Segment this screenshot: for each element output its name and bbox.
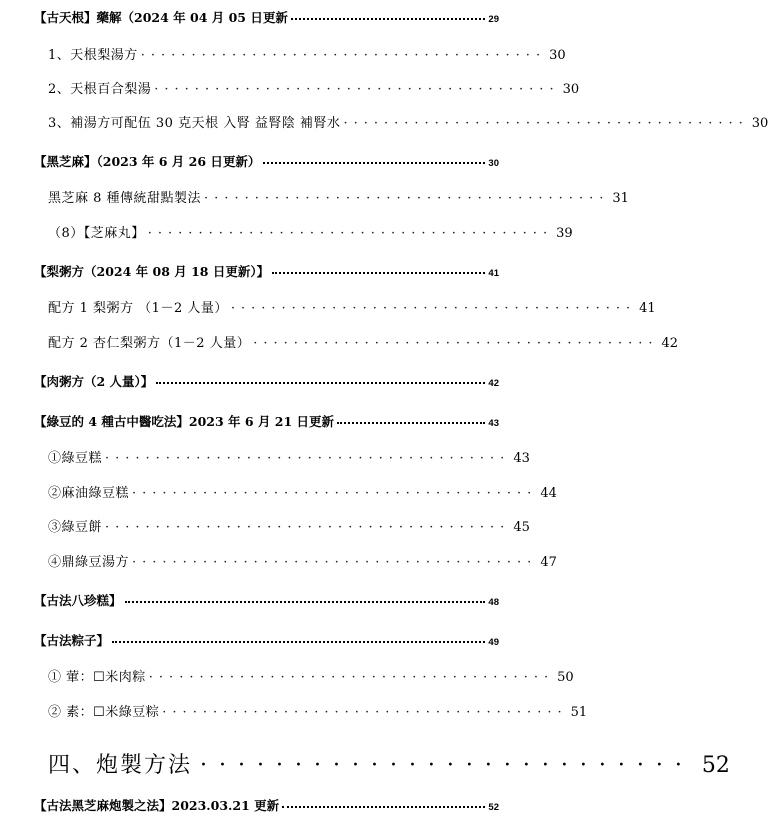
toc-page-number: 44	[540, 486, 557, 501]
toc-entry[interactable]	[48, 222, 573, 241]
toc-page-number: 42	[661, 336, 679, 351]
toc-entry-title: ③綠豆餅	[48, 520, 103, 535]
toc-page-number: 30	[562, 82, 580, 97]
toc-entry-title: ④鼎綠豆湯方	[48, 555, 130, 570]
toc-entry[interactable]	[34, 591, 499, 609]
toc-leader	[112, 641, 485, 643]
toc-entry[interactable]	[34, 372, 499, 390]
toc-leader: ········································	[204, 191, 610, 206]
toc-leader: ········································	[140, 48, 547, 63]
toc-page-number: 43	[513, 451, 530, 466]
toc-entry[interactable]	[34, 796, 499, 814]
toc-page-number: 30	[488, 158, 499, 169]
toc-entry[interactable]	[48, 551, 557, 570]
toc-page-number: 45	[513, 520, 530, 535]
toc-leader	[282, 806, 485, 808]
toc-page-number: 39	[556, 226, 573, 241]
toc-chapter-title: 四、炮製方法	[48, 753, 193, 778]
toc-leader: ········································	[253, 336, 659, 351]
toc-leader	[125, 601, 486, 603]
toc-entry[interactable]	[48, 701, 588, 720]
toc-entry[interactable]	[48, 78, 580, 97]
toc-entry[interactable]	[48, 297, 656, 316]
toc-leader	[272, 272, 485, 274]
toc-entry[interactable]	[48, 332, 679, 351]
toc-entry[interactable]	[48, 447, 530, 466]
toc-page-number: 29	[488, 14, 499, 25]
toc-page-number: 50	[557, 670, 574, 685]
toc-entry-title: ①綠豆糕	[48, 451, 103, 466]
toc-entry-title: （8）【芝麻丸】	[48, 226, 145, 241]
toc-leader: ········································	[162, 705, 568, 720]
toc-leader: ········································	[154, 82, 560, 97]
toc-page-number: 30	[549, 48, 566, 63]
toc-entry[interactable]	[34, 412, 499, 430]
toc-leader: ··························	[200, 753, 694, 778]
toc-entry-title: 【古法黑芝麻炮製之法】2023.03.21 更新	[34, 798, 280, 813]
toc-entry[interactable]	[48, 112, 768, 131]
toc-entry[interactable]	[48, 666, 574, 685]
toc-entry-title: 【黑芝麻】（2023 年 6 月 26 日更新）	[34, 154, 261, 169]
toc-leader: ········································	[105, 520, 511, 535]
toc-leader	[263, 162, 485, 164]
toc-entry-title: 黑芝麻 8 種傳統甜點製法	[48, 191, 202, 206]
toc-entry[interactable]	[48, 187, 629, 206]
toc-entry-title: 【古法粽子】	[34, 633, 110, 648]
toc-entry[interactable]	[34, 631, 499, 649]
toc-page-number: 41	[488, 268, 499, 279]
toc-leader: ········································	[148, 670, 555, 685]
toc-entry-title: ②麻油綠豆糕	[48, 486, 130, 501]
toc-entry-title: 2、天根百合梨湯	[48, 82, 152, 97]
toc-leader	[291, 18, 486, 20]
toc-leader: ········································	[147, 226, 554, 241]
toc-entry-title: 【古法八珍糕】	[34, 593, 122, 608]
toc-page-number: 51	[570, 705, 588, 720]
toc-entry[interactable]	[48, 482, 557, 501]
toc-page-number: 52	[488, 802, 499, 813]
toc-entry[interactable]	[48, 516, 530, 535]
toc-entry[interactable]	[34, 152, 499, 170]
toc-page-number: 41	[639, 301, 656, 316]
toc-entry-title: 【古天根】藥解（2024 年 04 月 05 日更新	[34, 10, 288, 25]
toc-page-number: 43	[488, 418, 499, 429]
toc-page-number: 47	[540, 555, 557, 570]
toc-page-number: 49	[488, 637, 499, 648]
toc-leader: ········································	[105, 451, 511, 466]
toc-page-number: 42	[488, 378, 499, 389]
toc-entry-title: 3、補湯方可配伍 30 克天根 入腎 益腎陰 補腎水	[48, 116, 341, 131]
toc-page-number: 31	[612, 191, 629, 206]
toc-entry-title: ① 葷：☐米肉粽	[48, 670, 146, 685]
toc-entry-title: ② 素：☐米綠豆粽	[48, 705, 160, 720]
toc-entry[interactable]	[34, 262, 499, 280]
toc-leader: ········································	[230, 301, 637, 316]
toc-leader	[156, 382, 485, 384]
toc-chapter-entry[interactable]	[48, 748, 730, 779]
toc-leader: ········································	[132, 486, 538, 501]
toc-leader: ········································	[132, 555, 538, 570]
toc-page-number: 52	[701, 753, 730, 778]
toc-entry-title: 【肉粥方（2 人量）】	[34, 374, 154, 389]
toc-entry-title: 配方 2 杏仁梨粥方（1－2 人量）	[48, 336, 251, 351]
toc-page-number: 48	[488, 597, 499, 608]
toc-leader: ········································	[343, 116, 749, 131]
toc-entry-title: 【綠豆的 4 種古中醫吃法】2023 年 6 月 21 日更新	[34, 414, 335, 429]
toc-entry-title: 配方 1 梨粥方 （1－2 人量）	[48, 301, 228, 316]
toc-entry[interactable]	[34, 8, 499, 26]
toc-page-number: 30	[751, 116, 768, 131]
toc-entry-title: 1、天根梨湯方	[48, 48, 138, 63]
toc-entry[interactable]	[48, 44, 566, 63]
toc-leader	[337, 422, 485, 424]
toc-entry-title: 【梨粥方（2024 年 08 月 18 日更新）】	[34, 264, 270, 279]
